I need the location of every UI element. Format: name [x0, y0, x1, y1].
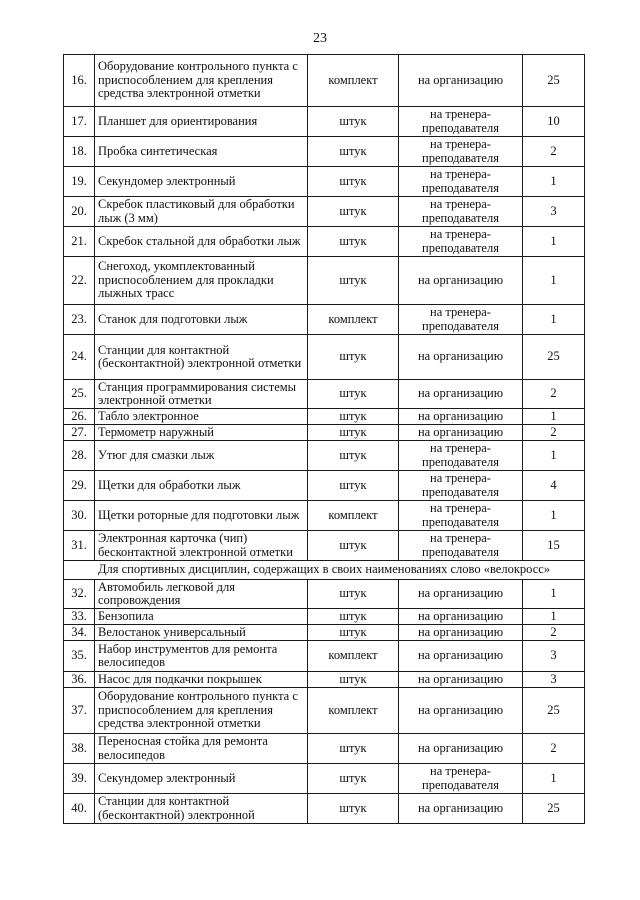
table-row [64, 257, 585, 305]
table-row [64, 641, 585, 672]
row-number: 16. [64, 55, 95, 107]
unit-of-measure: штук [308, 625, 399, 641]
item-name: Табло электронное [95, 409, 308, 425]
unit-of-measure: штук [308, 409, 399, 425]
calculation-basis: на организацию [399, 734, 523, 764]
unit-of-measure: штук [308, 167, 399, 197]
unit-of-measure: штук [308, 531, 399, 561]
calculation-basis: на организацию [399, 672, 523, 688]
table-row [64, 167, 585, 197]
unit-of-measure: штук [308, 764, 399, 794]
table-row [64, 55, 585, 107]
unit-of-measure: штук [308, 794, 399, 824]
row-number: 19. [64, 167, 95, 197]
table-row [64, 734, 585, 764]
quantity: 1 [523, 501, 585, 531]
row-number: 20. [64, 197, 95, 227]
table-row [64, 227, 585, 257]
unit-of-measure: комплект [308, 641, 399, 672]
calculation-basis: на организацию [399, 380, 523, 409]
unit-of-measure: комплект [308, 305, 399, 335]
quantity: 2 [523, 137, 585, 167]
table-row [64, 409, 585, 425]
quantity: 2 [523, 625, 585, 641]
item-name: Оборудование контрольного пункта с приспособлением для крепления средства электронной отметки [95, 55, 308, 107]
item-name: Станок для подготовки лыж [95, 305, 308, 335]
table-row [64, 688, 585, 734]
row-number: 34. [64, 625, 95, 641]
row-number: 31. [64, 531, 95, 561]
item-name: Станции для контактной (бесконтактной) электронной отметки [95, 335, 308, 380]
table-row [64, 764, 585, 794]
unit-of-measure: штук [308, 227, 399, 257]
table-row [64, 380, 585, 409]
quantity: 15 [523, 531, 585, 561]
quantity: 1 [523, 409, 585, 425]
item-name: Бензопила [95, 609, 308, 625]
table-row [64, 197, 585, 227]
calculation-basis: на тренера-преподавателя [399, 531, 523, 561]
unit-of-measure: штук [308, 380, 399, 409]
unit-of-measure: штук [308, 441, 399, 471]
item-name: Набор инструментов для ремонта велосипедов [95, 641, 308, 672]
row-number: 27. [64, 425, 95, 441]
calculation-basis: на организацию [399, 625, 523, 641]
unit-of-measure: комплект [308, 501, 399, 531]
calculation-basis: на тренера-преподавателя [399, 764, 523, 794]
unit-of-measure: комплект [308, 55, 399, 107]
item-name: Секундомер электронный [95, 764, 308, 794]
row-number: 35. [64, 641, 95, 672]
quantity: 2 [523, 380, 585, 409]
unit-of-measure: штук [308, 107, 399, 137]
unit-of-measure: штук [308, 672, 399, 688]
quantity: 1 [523, 167, 585, 197]
calculation-basis: на организацию [399, 55, 523, 107]
item-name: Секундомер электронный [95, 167, 308, 197]
row-number: 21. [64, 227, 95, 257]
quantity: 25 [523, 55, 585, 107]
item-name: Термометр наружный [95, 425, 308, 441]
row-number: 40. [64, 794, 95, 824]
item-name: Переносная стойка для ремонта велосипедов [95, 734, 308, 764]
equipment-table [63, 54, 585, 824]
quantity: 2 [523, 425, 585, 441]
calculation-basis: на организацию [399, 688, 523, 734]
calculation-basis: на организацию [399, 257, 523, 305]
calculation-basis: на организацию [399, 580, 523, 609]
row-number: 39. [64, 764, 95, 794]
quantity: 4 [523, 471, 585, 501]
row-number: 17. [64, 107, 95, 137]
table-row [64, 794, 585, 824]
item-name: Снегоход, укомплектованный приспособлением для прокладки лыжных трасс [95, 257, 308, 305]
item-name: Оборудование контрольного пункта с приспособлением для крепления средства электронной отметки [95, 688, 308, 734]
item-name: Станция программирования системы электронной отметки [95, 380, 308, 409]
unit-of-measure: штук [308, 425, 399, 441]
unit-of-measure: штук [308, 471, 399, 501]
calculation-basis: на тренера-преподавателя [399, 167, 523, 197]
table-row [64, 335, 585, 380]
calculation-basis: на тренера-преподавателя [399, 107, 523, 137]
unit-of-measure: штук [308, 580, 399, 609]
item-name: Щетки роторные для подготовки лыж [95, 501, 308, 531]
calculation-basis: на организацию [399, 425, 523, 441]
row-number: 25. [64, 380, 95, 409]
item-name: Пробка синтетическая [95, 137, 308, 167]
calculation-basis: на организацию [399, 641, 523, 672]
table-row [64, 625, 585, 641]
quantity: 2 [523, 734, 585, 764]
item-name: Автомобиль легковой для сопровождения [95, 580, 308, 609]
table-row [64, 609, 585, 625]
quantity: 1 [523, 764, 585, 794]
quantity: 25 [523, 335, 585, 380]
unit-of-measure: штук [308, 257, 399, 305]
quantity: 3 [523, 197, 585, 227]
row-number: 37. [64, 688, 95, 734]
table-row [64, 107, 585, 137]
row-number: 26. [64, 409, 95, 425]
row-number: 22. [64, 257, 95, 305]
page-number: 23 [313, 31, 327, 46]
item-name: Щетки для обработки лыж [95, 471, 308, 501]
quantity: 1 [523, 227, 585, 257]
table-row [64, 531, 585, 561]
table-row [64, 672, 585, 688]
table-row [64, 441, 585, 471]
row-number: 24. [64, 335, 95, 380]
unit-of-measure: штук [308, 609, 399, 625]
item-name: Планшет для ориентирования [95, 107, 308, 137]
quantity: 3 [523, 641, 585, 672]
row-number: 30. [64, 501, 95, 531]
calculation-basis: на организацию [399, 335, 523, 380]
quantity: 3 [523, 672, 585, 688]
item-name: Электронная карточка (чип) бесконтактной электронной отметки [95, 531, 308, 561]
item-name: Утюг для смазки лыж [95, 441, 308, 471]
section-header-row [64, 561, 585, 580]
calculation-basis: на тренера-преподавателя [399, 441, 523, 471]
calculation-basis: на организацию [399, 609, 523, 625]
quantity: 1 [523, 609, 585, 625]
row-number: 28. [64, 441, 95, 471]
item-name: Станции для контактной (бесконтактной) электронной [95, 794, 308, 824]
unit-of-measure: штук [308, 197, 399, 227]
table-row [64, 471, 585, 501]
row-number: 29. [64, 471, 95, 501]
quantity: 1 [523, 305, 585, 335]
item-name: Насос для подкачки покрышек [95, 672, 308, 688]
calculation-basis: на тренера-преподавателя [399, 471, 523, 501]
quantity: 25 [523, 794, 585, 824]
section-title: Для спортивных дисциплин, содержащих в своих наименованиях слово «велокросс» [64, 561, 585, 580]
calculation-basis: на организацию [399, 794, 523, 824]
row-number: 36. [64, 672, 95, 688]
table-row [64, 425, 585, 441]
quantity: 1 [523, 257, 585, 305]
calculation-basis: на организацию [399, 409, 523, 425]
calculation-basis: на тренера-преподавателя [399, 501, 523, 531]
calculation-basis: на тренера-преподавателя [399, 305, 523, 335]
calculation-basis: на тренера-преподавателя [399, 137, 523, 167]
item-name: Велостанок универсальный [95, 625, 308, 641]
row-number: 23. [64, 305, 95, 335]
row-number: 38. [64, 734, 95, 764]
table-row [64, 137, 585, 167]
unit-of-measure: штук [308, 335, 399, 380]
unit-of-measure: комплект [308, 688, 399, 734]
row-number: 33. [64, 609, 95, 625]
table-row [64, 305, 585, 335]
quantity: 1 [523, 580, 585, 609]
unit-of-measure: штук [308, 137, 399, 167]
unit-of-measure: штук [308, 734, 399, 764]
quantity: 10 [523, 107, 585, 137]
calculation-basis: на тренера-преподавателя [399, 227, 523, 257]
table-row [64, 580, 585, 609]
row-number: 18. [64, 137, 95, 167]
calculation-basis: на тренера-преподавателя [399, 197, 523, 227]
row-number: 32. [64, 580, 95, 609]
quantity: 1 [523, 441, 585, 471]
quantity: 25 [523, 688, 585, 734]
item-name: Скребок стальной для обработки лыж [95, 227, 308, 257]
item-name: Скребок пластиковый для обработки лыж (3 мм) [95, 197, 308, 227]
table-body [64, 55, 585, 824]
table-row [64, 501, 585, 531]
